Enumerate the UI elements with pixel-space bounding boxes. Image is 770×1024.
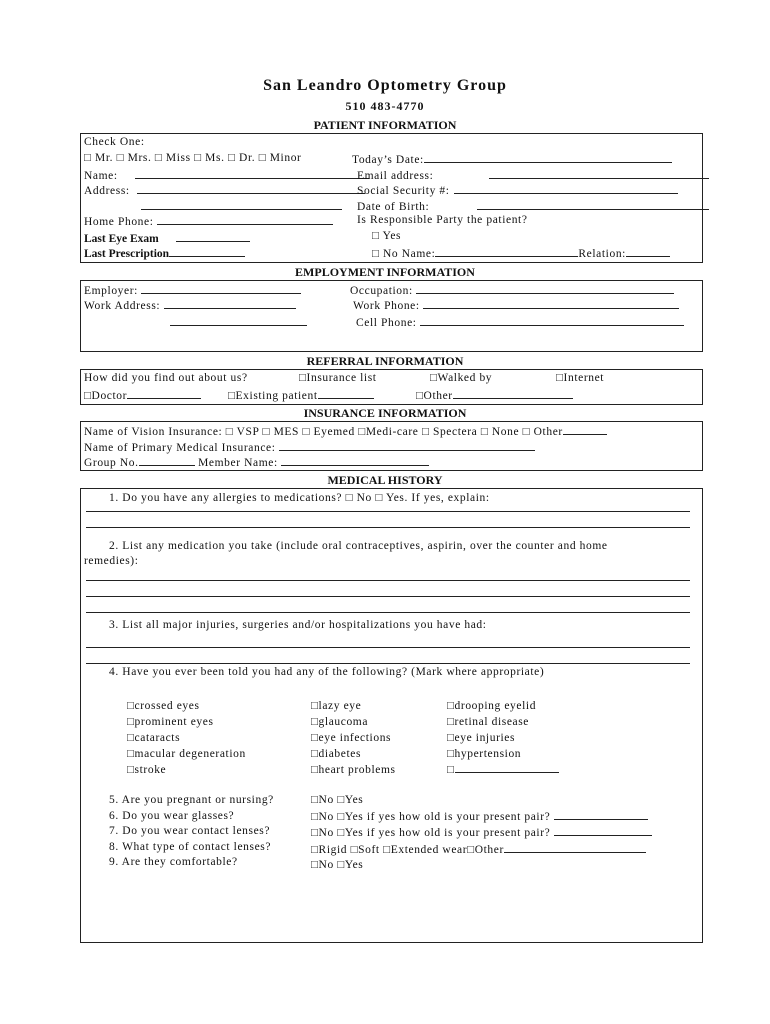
condition-checkbox[interactable]: □lazy eye [311, 700, 362, 712]
practice-phone: 510 483-4770 [345, 99, 425, 113]
comfortable-options[interactable]: □No □Yes [311, 859, 364, 871]
glasses-options[interactable]: □No □Yes if yes how old is your present pair? [311, 809, 652, 826]
referral-doctor-field[interactable]: □Doctor [84, 388, 201, 402]
contacts-options[interactable]: □No □Yes if yes how old is your present pair? [311, 825, 652, 842]
referral-insurance-list-checkbox[interactable]: □Insurance list [299, 372, 377, 384]
answers-5-9 [311, 793, 652, 874]
practice-title: San Leandro Optometry Group [263, 77, 507, 94]
condition-checkbox[interactable]: □eye injuries [447, 732, 516, 744]
responsible-no-name-field[interactable]: □ No Name: Relation: [372, 246, 670, 260]
condition-checkbox[interactable]: □stroke [127, 764, 167, 776]
contacts-question: 7. Do you wear contact lenses? [109, 825, 271, 837]
pregnant-options[interactable]: □No □Yes [311, 794, 364, 806]
questions-5-9 [109, 793, 274, 871]
employer-field[interactable]: Employer: [84, 283, 301, 297]
pregnant-question: 5. Are you pregnant or nursing? [109, 794, 274, 806]
work-phone-field[interactable]: Work Phone: [353, 298, 679, 312]
last-eye-exam-field[interactable]: Last Eye Exam [84, 231, 250, 245]
referral-existing-patient-field[interactable]: □Existing patient [228, 388, 374, 402]
glasses-question: 6. Do you wear glasses? [109, 809, 235, 822]
name-field[interactable]: Name: [84, 168, 369, 182]
allergies-answer-line[interactable] [86, 511, 690, 512]
medications-answer-line[interactable] [86, 612, 690, 613]
insurance-info-heading: INSURANCE INFORMATION [303, 406, 467, 420]
group-member-field[interactable]: Group No. Member Name: [84, 455, 429, 469]
medical-history-heading: MEDICAL HISTORY [327, 473, 443, 487]
condition-other-field[interactable]: □ [447, 762, 559, 778]
primary-medical-insurance-field[interactable]: Name of Primary Medical Insurance: [84, 440, 535, 454]
vision-insurance-field[interactable]: Name of Vision Insurance: □ VSP □ MES □ Eyemed □Medi-care □ Spectera □ None □ Other [84, 424, 607, 438]
condition-checkbox[interactable]: □retinal disease [447, 716, 530, 728]
referral-walked-by-checkbox[interactable]: □Walked by [430, 372, 493, 384]
referral-question: How did you find out about us? [84, 372, 248, 384]
conditions-question: 4. Have you ever been told you had any of the following? (Mark where appropriate) [109, 666, 545, 678]
todays-date-field[interactable]: Today’s Date: [352, 152, 672, 166]
last-prescription-field[interactable]: Last Prescription [84, 246, 245, 260]
condition-checkbox[interactable]: □drooping eyelid [447, 700, 537, 712]
injuries-answer-line[interactable] [86, 663, 690, 664]
title-checkboxes[interactable]: □ Mr. □ Mrs. □ Miss □ Ms. □ Dr. □ Minor [84, 152, 302, 164]
ssn-field[interactable]: Social Security #: [357, 183, 678, 197]
work-address-field[interactable]: Work Address: [84, 298, 296, 312]
condition-checkbox[interactable]: □macular degeneration [127, 748, 246, 760]
injuries-question: 3. List all major injuries, surgeries and/or hospitalizations you have had: [109, 619, 487, 631]
comfortable-question: 9. Are they comfortable? [109, 856, 238, 868]
condition-checkbox[interactable]: □diabetes [311, 748, 362, 760]
dob-field[interactable]: Date of Birth: [357, 199, 709, 213]
medications-answer-line[interactable] [86, 580, 690, 581]
cell-phone-field[interactable]: Cell Phone: [356, 315, 684, 329]
condition-checkbox[interactable]: □cataracts [127, 732, 181, 744]
allergies-answer-line[interactable] [86, 527, 690, 528]
email-field[interactable]: Email address: [357, 168, 709, 182]
medications-question: 2. List any medication you take (include oral contraceptives, aspirin, over the counter and home [109, 540, 608, 552]
condition-checkbox[interactable]: □heart problems [311, 764, 396, 776]
contact-type-options[interactable]: □Rigid □Soft □Extended wear□Other [311, 842, 652, 859]
medications-question-cont: remedies): [84, 555, 139, 567]
contact-type-question: 8. What type of contact lenses? [109, 840, 272, 853]
address-field[interactable]: Address: [84, 183, 365, 197]
referral-internet-checkbox[interactable]: □Internet [556, 372, 605, 384]
condition-checkbox[interactable]: □glaucoma [311, 716, 369, 728]
home-phone-field[interactable]: Home Phone: [84, 214, 333, 228]
conditions-column-1 [127, 698, 246, 778]
patient-info-heading: PATIENT INFORMATION [313, 118, 457, 132]
responsible-yes-checkbox[interactable]: □ Yes [372, 230, 402, 242]
conditions-column-2 [311, 698, 396, 778]
allergies-question: 1. Do you have any allergies to medications? □ No □ Yes. If yes, explain: [109, 492, 490, 504]
condition-checkbox[interactable]: □crossed eyes [127, 700, 200, 712]
condition-checkbox[interactable]: □prominent eyes [127, 716, 214, 728]
occupation-field[interactable]: Occupation: [350, 283, 674, 297]
conditions-column-3 [447, 698, 559, 778]
condition-checkbox[interactable]: □eye infections [311, 732, 392, 744]
referral-other-field[interactable]: □Other [416, 388, 573, 402]
responsible-party-question: Is Responsible Party the patient? [357, 214, 528, 226]
address-field-line2[interactable] [141, 199, 342, 213]
check-one-label: Check One: [84, 136, 145, 148]
condition-checkbox[interactable]: □hypertension [447, 748, 522, 760]
work-address-line2[interactable] [170, 315, 307, 329]
injuries-answer-line[interactable] [86, 647, 690, 648]
medications-answer-line[interactable] [86, 596, 690, 597]
referral-info-heading: REFERRAL INFORMATION [306, 354, 464, 368]
employment-info-heading: EMPLOYMENT INFORMATION [295, 265, 475, 279]
